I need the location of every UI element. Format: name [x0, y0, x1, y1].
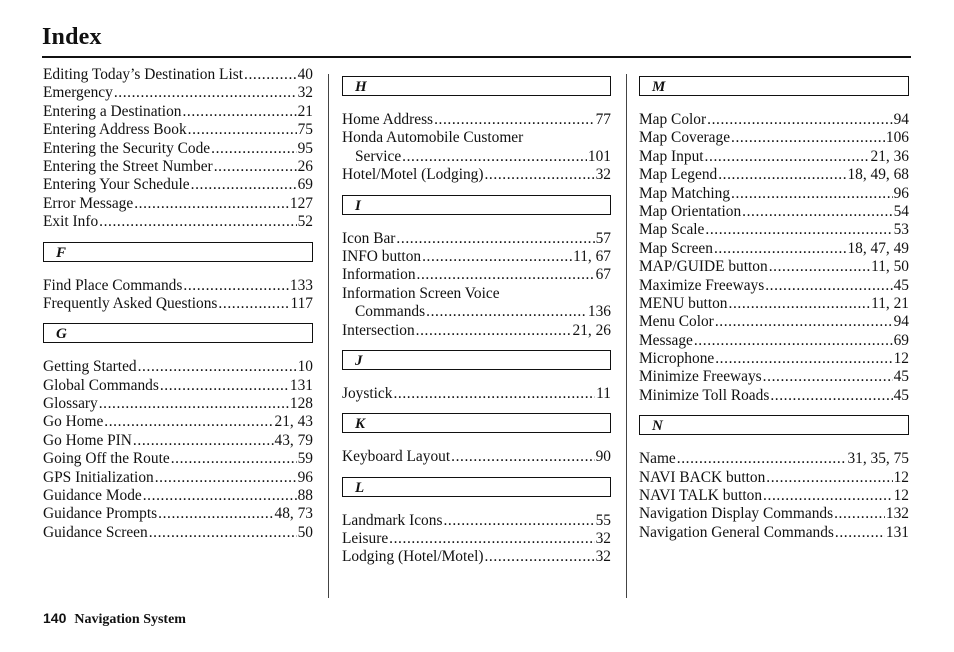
index-entry: Menu Color ..... 94 — [639, 313, 909, 331]
index-entry: MAP/GUIDE button ..... 11, 50 — [639, 258, 909, 276]
index-entry: Error Message ..... 127 — [43, 195, 313, 213]
section-header-h: H — [342, 76, 611, 96]
index-entry: Guidance Screen ..... 50 — [43, 524, 313, 542]
index-entry: Home Address ..... 77 — [342, 111, 611, 129]
index-column-1 — [43, 66, 313, 542]
page-footer — [43, 610, 186, 628]
index-entry: Icon Bar ..... 57 — [342, 230, 611, 248]
index-entry: Intersection ..... 21, 26 — [342, 322, 611, 340]
section-n — [639, 450, 909, 542]
index-entry: Entering the Security Code ..... 95 — [43, 140, 313, 158]
index-entry: Microphone ..... 12 — [639, 350, 909, 368]
section-header-g: G — [43, 323, 313, 343]
section-i — [342, 230, 611, 340]
index-entry: Leisure ..... 32 — [342, 530, 611, 548]
index-entry: Commands ..... 136 — [342, 303, 611, 321]
index-entry: Map Color ..... 94 — [639, 111, 909, 129]
section-g — [43, 358, 313, 542]
index-entry: Keyboard Layout ..... 90 — [342, 448, 611, 466]
index-entry: Entering Your Schedule ..... 69 — [43, 176, 313, 194]
index-entry: Go Home PIN ..... 43, 79 — [43, 432, 313, 450]
index-entry: Service ..... 101 — [342, 148, 611, 166]
index-entry: Information ..... 67 — [342, 266, 611, 284]
section-header-m: M — [639, 76, 909, 96]
section-j — [342, 385, 611, 403]
index-entry-heading: Information Screen Voice — [342, 284, 500, 302]
index-entry: Entering the Street Number ..... 26 — [43, 158, 313, 176]
column-divider — [328, 74, 329, 598]
index-entry: Map Scale ..... 53 — [639, 221, 909, 239]
index-entry: Guidance Prompts ..... 48, 73 — [43, 505, 313, 523]
index-entry: Name ..... 31, 35, 75 — [639, 450, 909, 468]
index-column-2 — [342, 66, 611, 567]
index-entry: Glossary ..... 128 — [43, 395, 313, 413]
section-h — [342, 111, 611, 185]
index-entry: Entering Address Book ..... 75 — [43, 121, 313, 139]
page-number: 140 — [43, 610, 67, 626]
index-entry: Map Coverage ..... 106 — [639, 129, 909, 147]
section-header-l: L — [342, 477, 611, 497]
index-entry: Find Place Commands ..... 133 — [43, 277, 313, 295]
index-entry: Joystick ..... 11 — [342, 385, 611, 403]
index-entry: MENU button ..... 11, 21 — [639, 295, 909, 313]
section-header-i: I — [342, 195, 611, 215]
index-entry: Frequently Asked Questions ..... 117 — [43, 295, 313, 313]
index-entry: Navigation Display Commands ..... 132 — [639, 505, 909, 523]
index-entry: NAVI TALK button ..... 12 — [639, 487, 909, 505]
index-entry: Go Home ..... 21, 43 — [43, 413, 313, 431]
index-entry: Map Orientation ..... 54 — [639, 203, 909, 221]
section-k — [342, 448, 611, 466]
index-entry-heading: Honda Automobile Customer — [342, 129, 524, 147]
index-entry: Map Matching ..... 96 — [639, 185, 909, 203]
index-entry: Exit Info ..... 52 — [43, 213, 313, 231]
section-header-j: J — [342, 350, 611, 370]
index-entry: Landmark Icons ..... 55 — [342, 512, 611, 530]
index-entry: Global Commands ..... 131 — [43, 377, 313, 395]
column-divider — [626, 74, 627, 598]
index-entry: INFO button ..... 11, 67 — [342, 248, 611, 266]
section-header-n: N — [639, 415, 909, 435]
page-title: Index — [42, 24, 102, 50]
index-entry: Map Screen ..... 18, 47, 49 — [639, 240, 909, 258]
index-entry: NAVI BACK button ..... 12 — [639, 469, 909, 487]
index-entry: Entering a Destination ..... 21 — [43, 103, 313, 121]
index-entry: Guidance Mode ..... 88 — [43, 487, 313, 505]
section-header-f: F — [43, 242, 313, 262]
index-entry: GPS Initialization ..... 96 — [43, 469, 313, 487]
index-entry: Going Off the Route ..... 59 — [43, 450, 313, 468]
section-header-k: K — [342, 413, 611, 433]
index-entry: Message ..... 69 — [639, 332, 909, 350]
section-m — [639, 111, 909, 405]
index-entry: Editing Today’s Destination List ..... 40 — [43, 66, 313, 84]
index-entry: Maximize Freeways ..... 45 — [639, 277, 909, 295]
index-column-3 — [639, 66, 909, 542]
index-entry: Minimize Toll Roads ..... 45 — [639, 387, 909, 405]
title-rule — [42, 56, 911, 58]
index-entry: Hotel/Motel (Lodging) ..... 32 — [342, 166, 611, 184]
section-e — [43, 66, 313, 232]
section-f — [43, 277, 313, 314]
index-entry: Map Legend ..... 18, 49, 68 — [639, 166, 909, 184]
footer-label: Navigation System — [74, 612, 186, 627]
index-entry: Minimize Freeways ..... 45 — [639, 368, 909, 386]
index-entry: Lodging (Hotel/Motel) ..... 32 — [342, 548, 611, 566]
index-entry: Getting Started ..... 10 — [43, 358, 313, 376]
index-entry: Emergency ..... 32 — [43, 84, 313, 102]
section-l — [342, 512, 611, 567]
index-entry: Navigation General Commands ..... 131 — [639, 524, 909, 542]
index-entry: Map Input ..... 21, 36 — [639, 148, 909, 166]
